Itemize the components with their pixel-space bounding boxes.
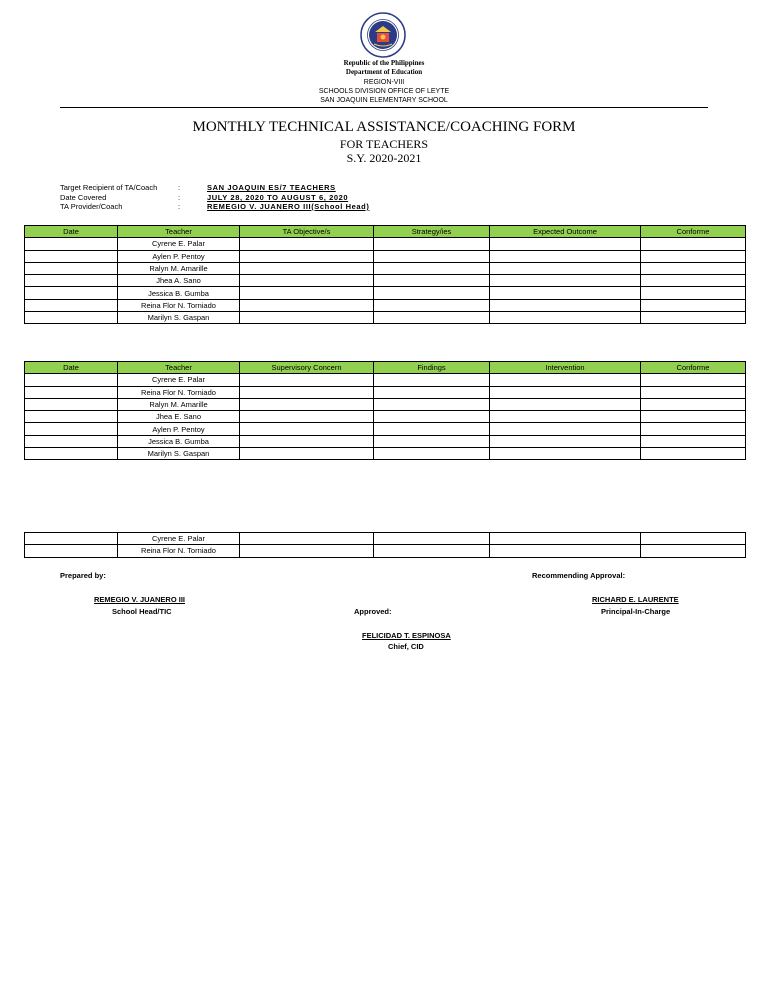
teacher-cell: Aylen P. Pentoy xyxy=(118,250,240,262)
empty-cell xyxy=(641,423,746,435)
table-row xyxy=(25,287,746,299)
empty-cell xyxy=(641,374,746,386)
empty-cell xyxy=(25,275,118,287)
empty-cell xyxy=(240,423,374,435)
teacher-cell: Jhea A. Sano xyxy=(118,275,240,287)
empty-cell xyxy=(240,262,374,274)
supervisory-table xyxy=(24,361,746,460)
empty-cell xyxy=(240,238,374,250)
additional-table xyxy=(24,532,746,558)
table-row xyxy=(25,545,746,557)
empty-cell xyxy=(641,411,746,423)
col-teacher: Teacher xyxy=(118,226,240,238)
table-row xyxy=(25,423,746,435)
table-row xyxy=(25,435,746,447)
empty-cell xyxy=(490,533,641,545)
col-teacher: Teacher xyxy=(118,362,240,374)
school-text: SAN JOAQUIN ELEMENTARY SCHOOL xyxy=(320,97,448,104)
empty-cell xyxy=(240,533,374,545)
teacher-cell: Reina Flor N. Torniado xyxy=(118,386,240,398)
empty-cell xyxy=(490,262,641,274)
form-subtitle: FOR TEACHERS xyxy=(339,137,429,151)
empty-cell xyxy=(490,287,641,299)
empty-cell xyxy=(25,448,118,460)
teacher-cell: Reina Flor N. Torniado xyxy=(118,545,240,557)
empty-cell xyxy=(25,423,118,435)
empty-cell xyxy=(641,545,746,557)
empty-cell xyxy=(240,275,374,287)
region-text: REGION-VIII xyxy=(363,79,405,86)
empty-cell xyxy=(490,275,641,287)
empty-cell xyxy=(374,398,490,410)
teacher-cell: Marilyn S. Gaspan xyxy=(118,312,240,324)
empty-cell xyxy=(490,448,641,460)
empty-cell xyxy=(374,448,490,460)
teacher-cell: Reina Flor N. Torniado xyxy=(118,299,240,311)
empty-cell xyxy=(240,299,374,311)
teacher-cell: Ralyn M. Amarille xyxy=(118,262,240,274)
table-row xyxy=(25,250,746,262)
teacher-cell: Cyrene E. Palar xyxy=(118,533,240,545)
empty-cell xyxy=(490,423,641,435)
empty-cell xyxy=(374,545,490,557)
empty-cell xyxy=(490,398,641,410)
empty-cell xyxy=(374,533,490,545)
empty-cell xyxy=(374,386,490,398)
empty-cell xyxy=(25,435,118,447)
chief-name: FELICIDAD T. ESPINOSA xyxy=(362,631,451,640)
empty-cell xyxy=(374,299,490,311)
empty-cell xyxy=(641,398,746,410)
empty-cell xyxy=(374,275,490,287)
date-covered-value: JULY 28, 2020 TO AUGUST 6, 2020 xyxy=(207,193,349,202)
empty-cell xyxy=(240,411,374,423)
empty-cell xyxy=(25,238,118,250)
empty-cell xyxy=(240,545,374,557)
table-row xyxy=(25,533,746,545)
provider-label: TA Provider/Coach xyxy=(60,202,123,211)
empty-cell xyxy=(641,262,746,274)
empty-cell xyxy=(490,238,641,250)
col-conforme: Conforme xyxy=(641,362,746,374)
teacher-cell: Aylen P. Pentoy xyxy=(118,423,240,435)
empty-cell xyxy=(490,545,641,557)
col-date: Date xyxy=(25,362,118,374)
teacher-cell: Jessica B. Gumba xyxy=(118,435,240,447)
col-date: Date xyxy=(25,226,118,238)
empty-cell xyxy=(25,411,118,423)
empty-cell xyxy=(641,448,746,460)
chief-title: Chief, CID xyxy=(388,642,424,651)
empty-cell xyxy=(641,250,746,262)
recipient-value: SAN JOAQUIN ES/7 TEACHERS xyxy=(207,183,336,192)
empty-cell xyxy=(374,238,490,250)
empty-cell xyxy=(374,423,490,435)
school-year: S.Y. 2020-2021 xyxy=(346,151,422,165)
empty-cell xyxy=(490,250,641,262)
empty-cell xyxy=(641,533,746,545)
empty-cell xyxy=(240,312,374,324)
prepared-by-label: Prepared by: xyxy=(60,571,106,580)
table-row xyxy=(25,238,746,250)
table-row xyxy=(25,262,746,274)
empty-cell xyxy=(25,250,118,262)
colon: : xyxy=(178,202,181,211)
empty-cell xyxy=(490,411,641,423)
col-expected-outcome: Expected Outcome xyxy=(490,226,641,238)
table-row xyxy=(25,398,746,410)
empty-cell xyxy=(240,398,374,410)
approved-label: Approved: xyxy=(354,607,392,616)
empty-cell xyxy=(240,287,374,299)
department-text: Department of Education xyxy=(345,68,423,76)
table-row xyxy=(25,275,746,287)
colon: : xyxy=(178,183,181,192)
empty-cell xyxy=(490,312,641,324)
empty-cell xyxy=(490,435,641,447)
teacher-cell: Jhea E. Sano xyxy=(118,411,240,423)
empty-cell xyxy=(240,435,374,447)
empty-cell xyxy=(641,435,746,447)
school-head-title: School Head/TIC xyxy=(112,607,172,616)
table-row xyxy=(25,374,746,386)
empty-cell xyxy=(25,386,118,398)
principal-name: RICHARD E. LAURENTE xyxy=(592,595,679,604)
table-row xyxy=(25,411,746,423)
empty-cell xyxy=(25,374,118,386)
empty-cell xyxy=(374,312,490,324)
empty-cell xyxy=(25,262,118,274)
teacher-cell: Jessica B. Gumba xyxy=(118,287,240,299)
colon: : xyxy=(178,193,181,202)
deped-seal-icon xyxy=(360,12,406,58)
empty-cell xyxy=(25,287,118,299)
teacher-cell: Marilyn S. Gaspan xyxy=(118,448,240,460)
empty-cell xyxy=(374,262,490,274)
empty-cell xyxy=(641,312,746,324)
empty-cell xyxy=(374,250,490,262)
empty-cell xyxy=(240,448,374,460)
col-conforme: Conforme xyxy=(641,226,746,238)
teacher-cell: Ralyn M. Amarille xyxy=(118,398,240,410)
empty-cell xyxy=(25,299,118,311)
col-findings: Findings xyxy=(374,362,490,374)
table-row xyxy=(25,448,746,460)
empty-cell xyxy=(641,275,746,287)
empty-cell xyxy=(25,398,118,410)
empty-cell xyxy=(25,545,118,557)
col-supervisory-concern: Supervisory Concern xyxy=(240,362,374,374)
empty-cell xyxy=(490,374,641,386)
col-ta-objectives: TA Objective/s xyxy=(240,226,374,238)
school-head-name: REMEGIO V. JUANERO III xyxy=(94,595,185,604)
recommending-approval-label: Recommending Approval: xyxy=(532,571,626,580)
empty-cell xyxy=(374,374,490,386)
division-text: SCHOOLS DIVISION OFFICE OF LEYTE xyxy=(318,88,450,95)
provider-value: REMEGIO V. JUANERO III(School Head) xyxy=(207,202,370,211)
teacher-cell: Cyrene E. Palar xyxy=(118,374,240,386)
teacher-cell: Cyrene E. Palar xyxy=(118,238,240,250)
empty-cell xyxy=(641,238,746,250)
form-title: MONTHLY TECHNICAL ASSISTANCE/COACHING FORM xyxy=(192,119,576,135)
col-strategies: Strategy/ies xyxy=(374,226,490,238)
empty-cell xyxy=(374,287,490,299)
recipient-label: Target Recipient of TA/Coach xyxy=(60,183,158,192)
empty-cell xyxy=(25,312,118,324)
empty-cell xyxy=(641,299,746,311)
table-row xyxy=(25,386,746,398)
empty-cell xyxy=(240,386,374,398)
header-divider xyxy=(60,107,708,108)
empty-cell xyxy=(25,533,118,545)
date-covered-label: Date Covered xyxy=(60,193,107,202)
republic-text: Republic of the Philippines xyxy=(343,59,425,67)
empty-cell xyxy=(240,374,374,386)
table-row xyxy=(25,312,746,324)
principal-title: Principal-In-Charge xyxy=(601,607,671,616)
empty-cell xyxy=(490,299,641,311)
table-row xyxy=(25,299,746,311)
empty-cell xyxy=(490,386,641,398)
col-intervention: Intervention xyxy=(490,362,641,374)
table-header-row xyxy=(25,362,746,374)
empty-cell xyxy=(374,435,490,447)
empty-cell xyxy=(374,411,490,423)
table-header-row xyxy=(25,226,746,238)
empty-cell xyxy=(240,250,374,262)
empty-cell xyxy=(641,386,746,398)
ta-objectives-table xyxy=(24,225,746,324)
empty-cell xyxy=(641,287,746,299)
